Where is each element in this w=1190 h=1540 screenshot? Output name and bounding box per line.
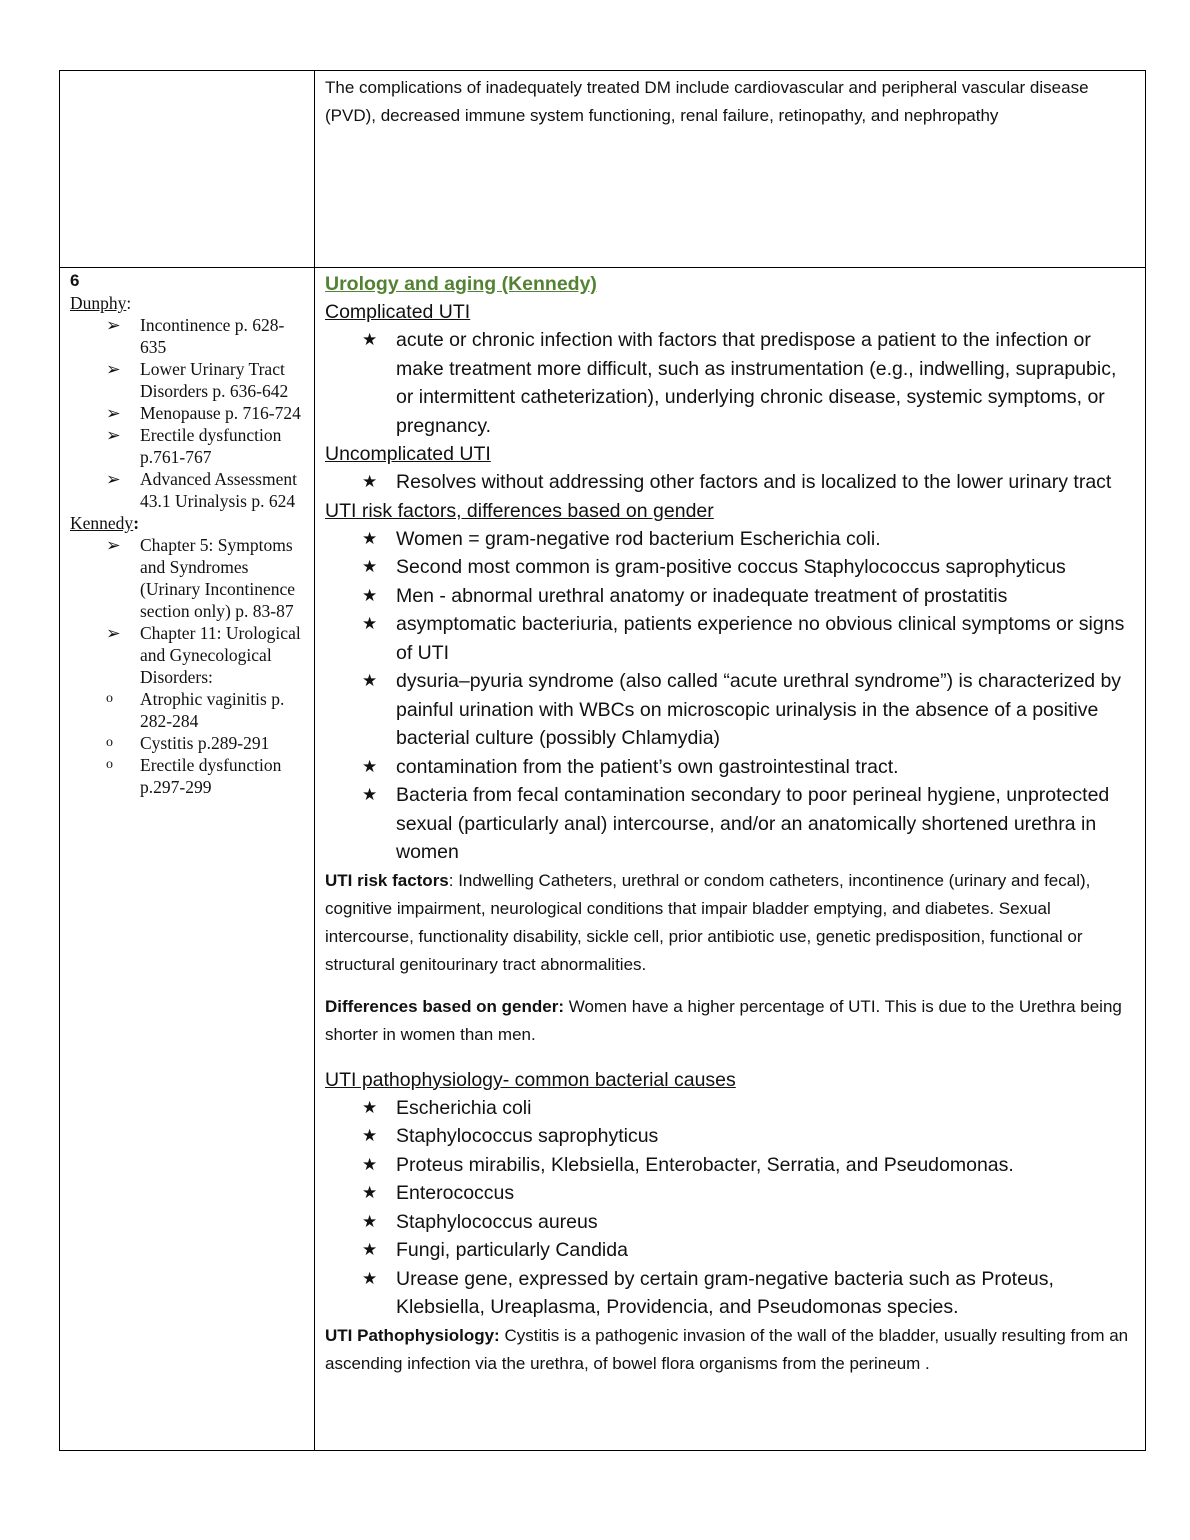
star-bullet-icon: ★ xyxy=(362,1268,378,1288)
pathophysiology-paragraph: UTI Pathophysiology: Cystitis is a pathogenic invasion of the wall of the bladder, usually resulting from an ascending infection via the urethra, of bowel flora organisms from the perineum . xyxy=(325,1325,1129,1373)
star-bullet-icon: ★ xyxy=(362,1154,378,1174)
list-item: ★ Resolves without addressing other factors and is localized to the lower urinary tract xyxy=(325,468,1131,497)
complicated-uti-heading: Complicated UTI xyxy=(325,301,471,323)
uncomplicated-uti-heading: Uncomplicated UTI xyxy=(325,443,491,465)
arrow-bullet-icon: ➢ xyxy=(106,425,121,445)
uncomplicated-uti-list xyxy=(325,468,1131,497)
kennedy-reading-list xyxy=(70,534,304,798)
list-item: ★ Fungi, particularly Candida xyxy=(325,1236,1131,1265)
arrow-bullet-icon: ➢ xyxy=(106,403,121,423)
list-item: ★ Women = gram-negative rod bacterium Escherichia coli. xyxy=(325,525,1131,554)
star-bullet-icon: ★ xyxy=(362,671,378,690)
week-cell-empty xyxy=(60,71,315,268)
list-item: o Cystitis p.289-291 xyxy=(106,733,270,753)
list-item: ★ dysuria–pyuria syndrome (also called “acute urethral syndrome”) is characterized by painful urination with WBCs on microscopic urinalysis in the absence of a positive bacterial culture (possibly Chlamydia) xyxy=(325,667,1131,753)
list-item: ★ contamination from the patient’s own gastrointestinal tract. xyxy=(325,753,1131,782)
star-bullet-icon: ★ xyxy=(362,528,378,548)
circle-bullet-icon: o xyxy=(106,757,113,772)
list-item: ★ Bacteria from fecal contamination secondary to poor perineal hygiene, unprotected sexual (particularly anal) intercourse, and/or an anatomically shortened urethra in women xyxy=(325,781,1131,867)
list-item: ★ Staphylococcus saprophyticus xyxy=(325,1122,1131,1151)
pathophysiology-heading: UTI pathophysiology- common bacterial causes xyxy=(325,1068,736,1091)
list-item: ➢ Advanced Assessment 43.1 Urinalysis p. 624 xyxy=(106,469,297,511)
circle-bullet-icon: o xyxy=(106,691,113,706)
star-bullet-icon: ★ xyxy=(362,1211,378,1231)
risk-gender-heading: UTI risk factors, differences based on gender xyxy=(325,499,714,522)
star-bullet-icon: ★ xyxy=(362,1097,378,1117)
list-item: ➢ Incontinence p. 628-635 xyxy=(106,315,285,357)
risk-factors-paragraph: UTI risk factors: Indwelling Catheters, urethral or condom catheters, incontinence (urinary and fecal), cognitive impairment, neurological conditions that impair bladder emptying, and diabetes. Sexual intercourse, functionality disability, sickle cell, prior antibiotic use, genetic predisposition, functional or structural genitourinary tract abnormalities. xyxy=(325,870,1091,974)
star-bullet-icon: ★ xyxy=(362,785,378,804)
list-item: ★ Staphylococcus aureus xyxy=(325,1208,1131,1237)
source-heading-kennedy: Kennedy: xyxy=(70,513,140,533)
list-item: ★ Urease gene, expressed by certain gram-negative bacteria such as Proteus, Klebsiella, Ureaplasma, Providencia, and Pseudomonas species. xyxy=(325,1265,1131,1322)
list-item: ➢ Chapter 11: Urological and Gynecological Disorders: xyxy=(106,623,301,687)
notes-table xyxy=(59,70,1146,1451)
list-item: ➢ Lower Urinary Tract Disorders p. 636-642 xyxy=(106,359,289,401)
list-item: ★ Proteus mirabilis, Klebsiella, Enterobacter, Serratia, and Pseudomonas. xyxy=(325,1151,1131,1180)
list-item: ★ Second most common is gram-positive coccus Staphylococcus saprophyticus xyxy=(325,553,1131,582)
source-heading-dunphy: Dunphy: xyxy=(70,293,132,313)
star-bullet-icon: ★ xyxy=(362,614,378,633)
list-item: ★ Enterococcus xyxy=(325,1179,1131,1208)
arrow-bullet-icon: ➢ xyxy=(106,315,121,335)
week-number: 6 xyxy=(70,271,80,290)
star-bullet-icon: ★ xyxy=(362,1126,378,1145)
gender-differences-paragraph: Differences based on gender: Women have a higher percentage of UTI. This is due to the Urethra being shorter in women than men. xyxy=(325,996,1122,1044)
star-bullet-icon: ★ xyxy=(362,585,378,605)
arrow-bullet-icon: ➢ xyxy=(106,535,121,555)
star-bullet-icon: ★ xyxy=(362,472,378,491)
notes-cell xyxy=(315,268,1146,1451)
star-bullet-icon: ★ xyxy=(362,330,378,349)
risk-gender-list xyxy=(325,525,1131,867)
list-item: ★ acute or chronic infection with factors that predispose a patient to the infection or make treatment more difficult, such as instrumentation (e.g., indwelling, suprapubic, or intermittent catheterization), underlying chronic disease, systemic symptoms, or pregnancy. xyxy=(325,326,1131,440)
table-row xyxy=(60,268,1146,1451)
readings-cell xyxy=(60,268,315,1451)
star-bullet-icon: ★ xyxy=(362,1183,378,1202)
list-item: ➢ Menopause p. 716-724 xyxy=(106,403,301,423)
arrow-bullet-icon: ➢ xyxy=(106,469,121,489)
bacterial-causes-list xyxy=(325,1094,1131,1322)
list-item: o Atrophic vaginitis p. 282-284 xyxy=(106,689,285,731)
list-item: ➢ Erectile dysfunction p.761-767 xyxy=(106,425,282,467)
list-item: ★ Men - abnormal urethral anatomy or inadequate treatment of prostatitis xyxy=(325,582,1131,611)
arrow-bullet-icon: ➢ xyxy=(106,359,121,379)
dunphy-reading-list xyxy=(70,314,304,512)
list-item: ★ Escherichia coli xyxy=(325,1094,1131,1123)
list-item: ★ asymptomatic bacteriuria, patients experience no obvious clinical symptoms or signs of UTI xyxy=(325,610,1131,667)
list-item: ➢ Chapter 5: Symptoms and Syndromes (Urinary Incontinence section only) p. 83-87 xyxy=(106,535,295,621)
star-bullet-icon: ★ xyxy=(362,557,378,576)
content-cell xyxy=(315,71,1146,268)
table-row xyxy=(60,71,1146,268)
section-title: Urology and aging (Kennedy) xyxy=(325,273,597,295)
complicated-uti-list xyxy=(325,326,1131,440)
arrow-bullet-icon: ➢ xyxy=(106,623,121,643)
star-bullet-icon: ★ xyxy=(362,1240,378,1259)
dm-complications-text: The complications of inadequately treated DM include cardiovascular and peripheral vascular disease (PVD), decreased immune system functioning, renal failure, retinopathy, and nephropathy xyxy=(325,78,1089,125)
star-bullet-icon: ★ xyxy=(362,756,378,776)
list-item: o Erectile dysfunction p.297-299 xyxy=(106,755,282,797)
circle-bullet-icon: o xyxy=(106,735,113,750)
